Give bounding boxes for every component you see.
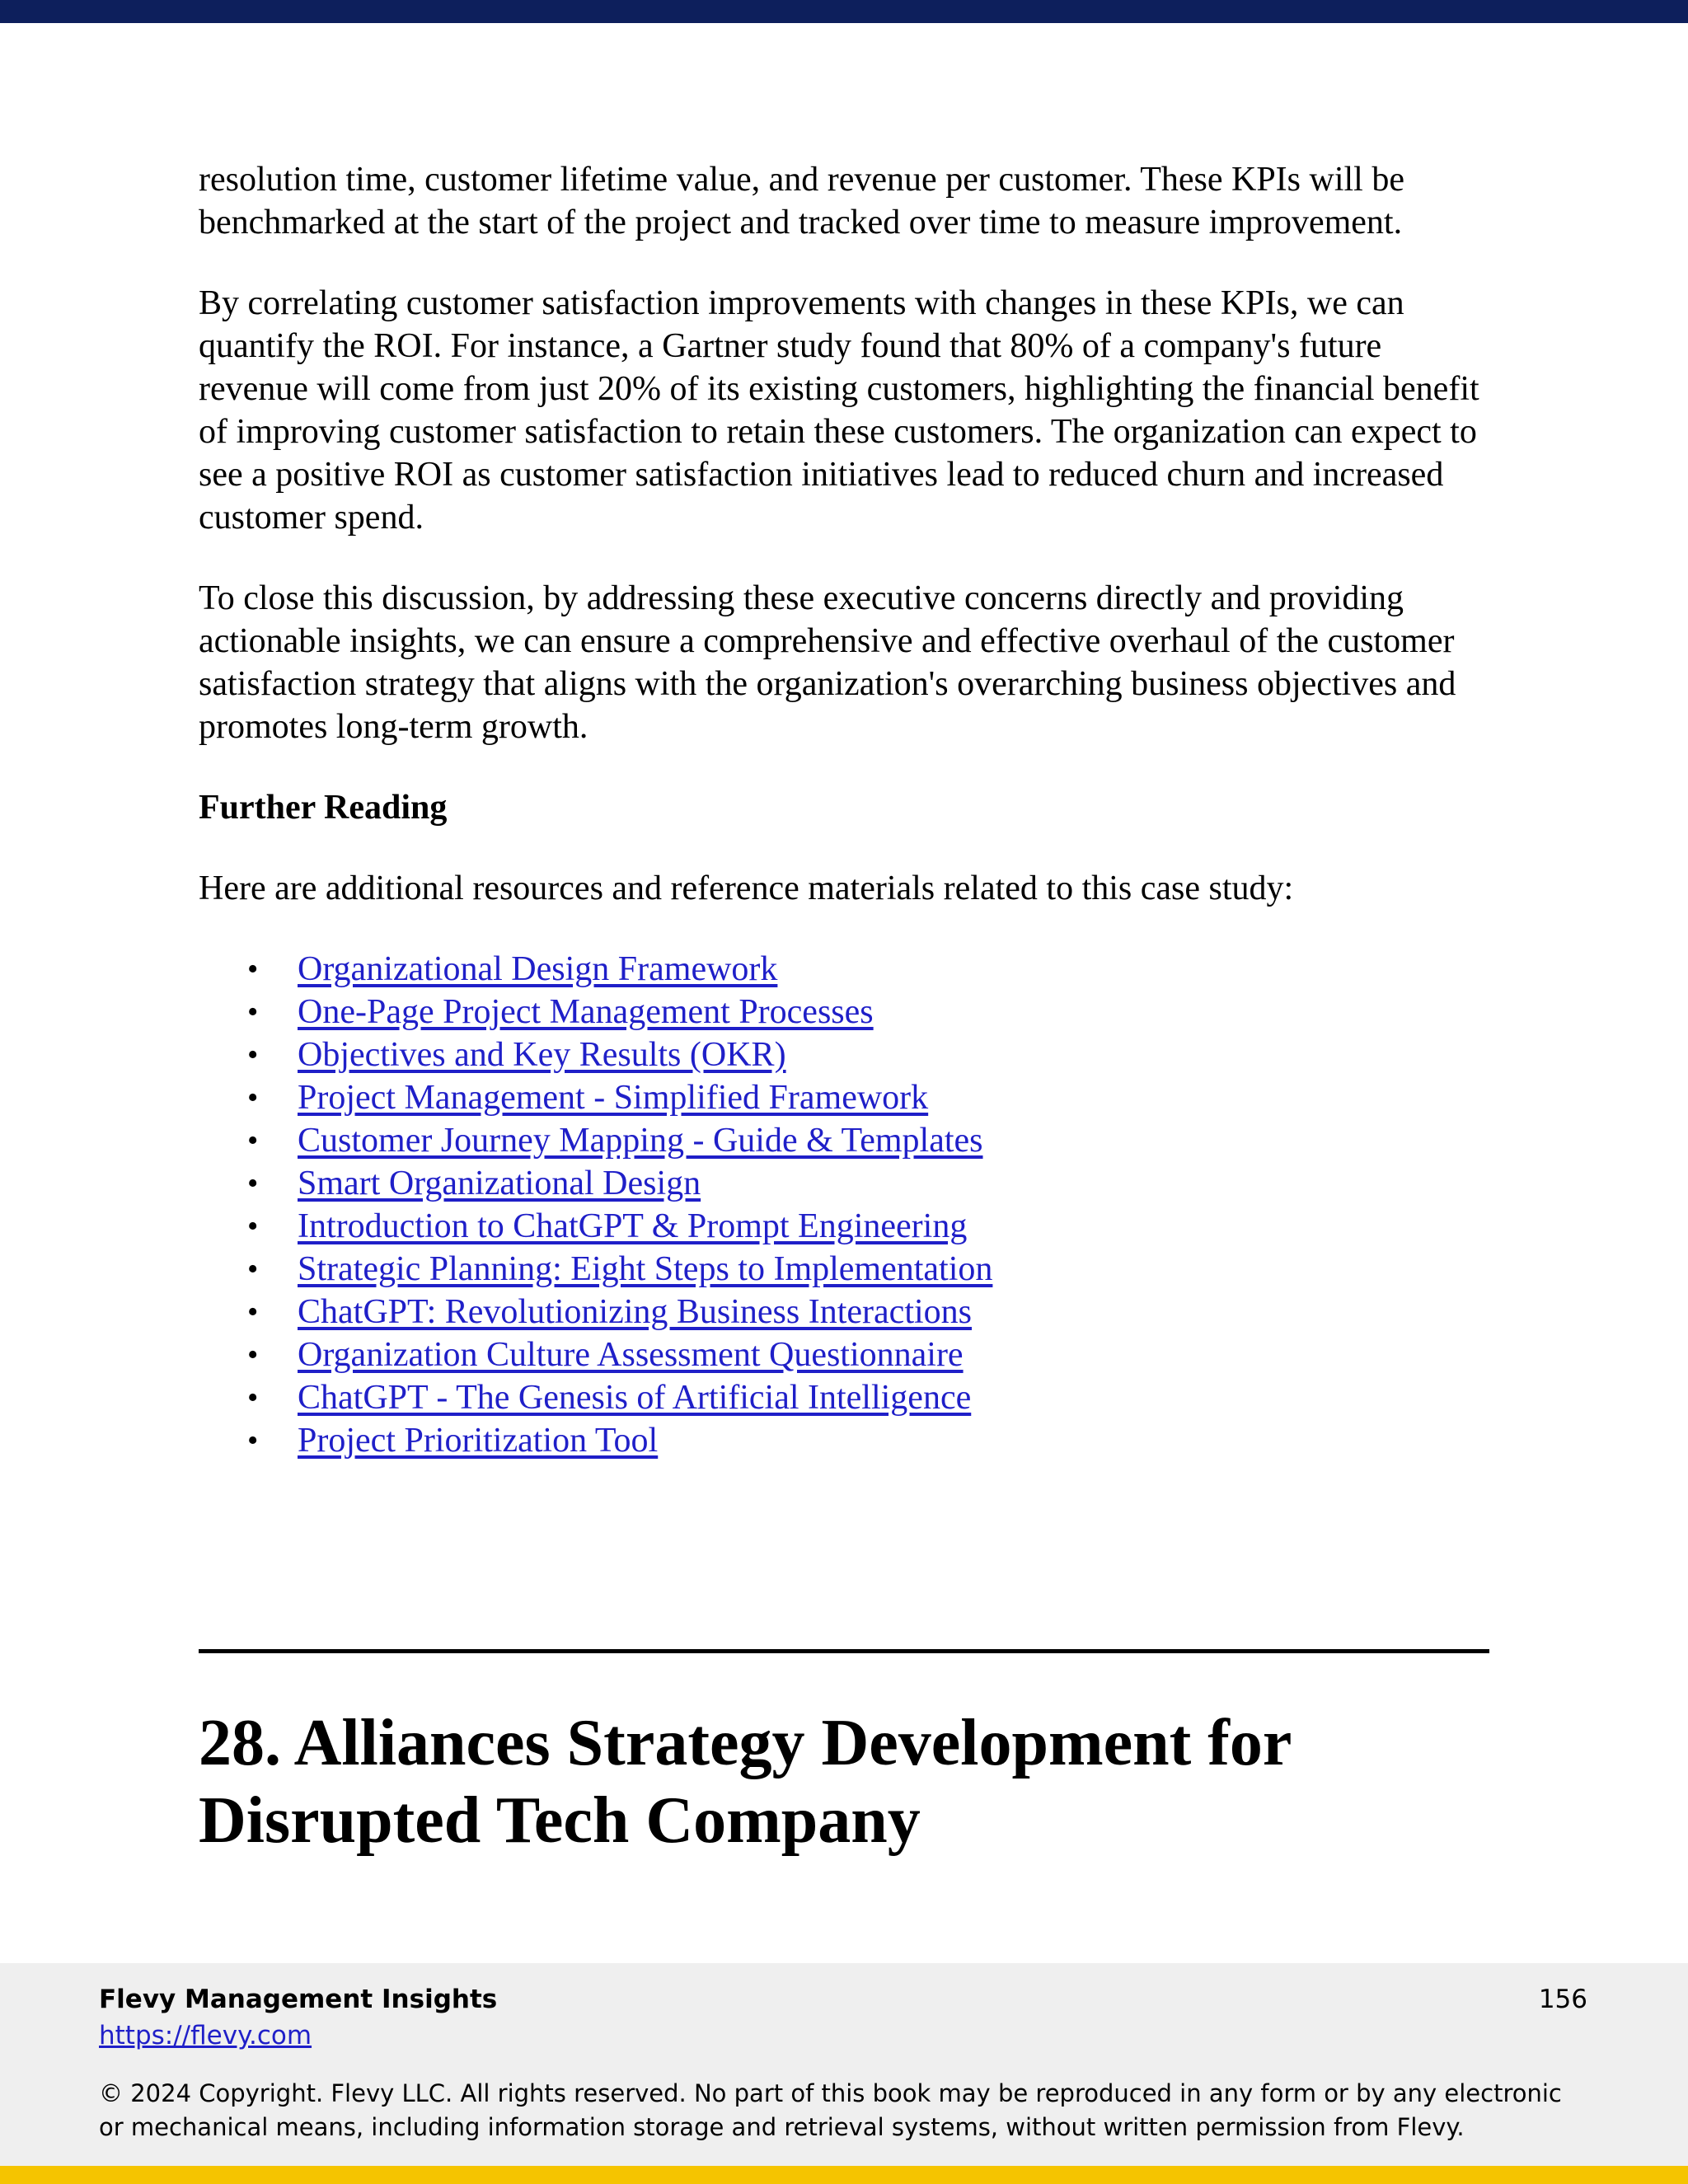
body-paragraph: resolution time, customer lifetime value, and revenue per customer. These KPIs will be benchmarked at the start of the project and tracked over time to measure improvement.: [199, 161, 1404, 241]
reading-link[interactable]: Project Management - Simplified Framework: [298, 1079, 929, 1117]
bullet-icon: •: [247, 1252, 259, 1286]
page-number: 156: [1538, 1985, 1587, 2014]
reading-link[interactable]: Smart Organizational Design: [298, 1165, 701, 1202]
bullet-icon: •: [247, 1038, 259, 1072]
bullet-icon: •: [247, 1423, 259, 1458]
bullet-icon: •: [247, 1295, 259, 1329]
further-reading-list: [199, 948, 1493, 1462]
reading-link[interactable]: Customer Journey Mapping - Guide & Templates: [298, 1122, 983, 1160]
list-item: [199, 1419, 1493, 1462]
reading-link[interactable]: Project Prioritization Tool: [298, 1422, 659, 1460]
section-divider: [199, 1649, 1489, 1653]
bullet-icon: •: [247, 1080, 259, 1115]
bullet-icon: •: [247, 1166, 259, 1201]
reading-link[interactable]: Introduction to ChatGPT & Prompt Engineering: [298, 1207, 968, 1245]
further-reading-intro: Here are additional resources and reference materials related to this case study:: [199, 869, 1294, 907]
list-item: [199, 991, 1493, 1033]
footer-url-link[interactable]: https://flevy.com: [99, 2021, 312, 2050]
bullet-icon: •: [247, 1338, 259, 1372]
list-item: [199, 948, 1493, 991]
body-paragraph: To close this discussion, by addressing these executive concerns directly and providing actionable insights, we can ensure a comprehensive and effective overhaul of the customer satisfaction strategy that aligns with the organization's overarching business objectives and promotes long-term growth.: [199, 579, 1456, 746]
copyright-notice: © 2024 Copyright. Flevy LLC. All rights reserved. No part of this book may be reproduced in any form or by any electronic or mechanical means, including information storage and retrieval systems, without written permission from Flevy.: [99, 2079, 1562, 2141]
footer-brand: Flevy Management Insights: [99, 1985, 498, 2014]
bullet-icon: •: [247, 1123, 259, 1158]
list-item: [199, 1291, 1493, 1333]
reading-link[interactable]: Objectives and Key Results (OKR): [298, 1036, 786, 1074]
body-paragraph: By correlating customer satisfaction improvements with changes in these KPIs, we can quantify the ROI. For instance, a Gartner study found that 80% of a company's future revenue will come from just 20% of its existing customers, highlighting the financial benefit of improving customer satisfaction to retain these customers. The organization can expect to see a positive ROI as customer satisfaction initiatives lead to reduced churn and increased customer spend.: [199, 284, 1479, 537]
list-item: [199, 1333, 1493, 1376]
reading-link[interactable]: ChatGPT: Revolutionizing Business Interactions: [298, 1293, 972, 1331]
list-item: [199, 1248, 1493, 1291]
list-item: [199, 1205, 1493, 1248]
reading-link[interactable]: Organization Culture Assessment Questionnaire: [298, 1336, 964, 1374]
page-footer: [0, 1963, 1688, 2166]
bullet-icon: •: [247, 1209, 259, 1244]
reading-link[interactable]: ChatGPT - The Genesis of Artificial Intelligence: [298, 1379, 972, 1417]
bullet-icon: •: [247, 995, 259, 1029]
bottom-accent-bar: [0, 2166, 1688, 2184]
chapter-title: 28. Alliances Strategy Development for Disrupted Tech Company: [199, 1707, 1291, 1857]
bullet-icon: •: [247, 1380, 259, 1415]
list-item: [199, 1162, 1493, 1205]
reading-link[interactable]: One-Page Project Management Processes: [298, 993, 874, 1031]
bullet-icon: •: [247, 952, 259, 987]
list-item: [199, 1376, 1493, 1419]
top-accent-bar: [0, 0, 1688, 23]
reading-link[interactable]: Strategic Planning: Eight Steps to Implementation: [298, 1250, 993, 1288]
list-item: [199, 1076, 1493, 1119]
page-content: [199, 158, 1493, 1462]
reading-link[interactable]: Organizational Design Framework: [298, 950, 778, 988]
list-item: [199, 1033, 1493, 1076]
list-item: [199, 1119, 1493, 1162]
further-reading-heading: Further Reading: [199, 789, 448, 827]
